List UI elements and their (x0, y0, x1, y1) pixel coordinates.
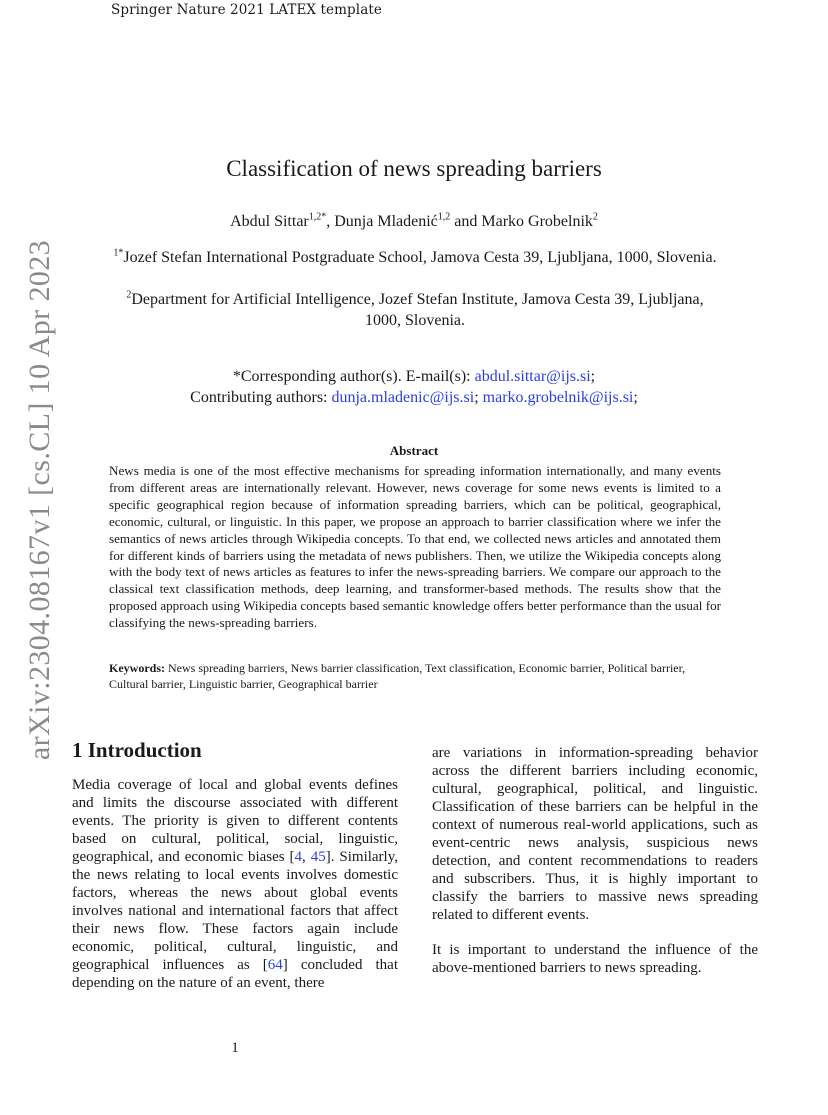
body-text: ] concluded that depending on the nature of an event, there (72, 957, 399, 991)
citation-link[interactable]: 4 (294, 849, 303, 865)
section-heading-introduction: 1 Introduction (72, 738, 202, 762)
author-affil-mark: 1,2* (308, 211, 327, 223)
author-list: Abdul Sittar$^{1,2*}$, Dunja Mladenić$^{1,2}$ and Marko Grobelnik$^2$ (230, 211, 598, 230)
abstract-body: News media is one of the most effective mechanisms for spreading information internationally, and many events from different areas are internationally relevant. However, news coverage for some news events is limited to a specific geographical region because of information spreading barriers, which can be political, geographical, economic, cultural, or linguistic. In this paper, we propose an approach to barrier classification where we infer the semantics of news articles through Wikipedia concepts. To that end, we collected news articles and annotated them for different kinds of barriers using the metadata of news publishers. Then, we utilize the Wikipedia concepts along with the body text of news articles as features to infer the news-spreading barriers. We compare our approach to the classical text classification methods, deep learning, and transformer-based methods. The results show that the proposed approach using Wikipedia concepts based semantic knowledge offers better performance than the usual for classifying the news-spreading barriers. (109, 463, 721, 631)
arxiv-identifier-stamp: arXiv:2304.08167v1 [cs.CL] 10 Apr 2023 (23, 239, 56, 761)
contributing-email-link[interactable]: dunja.mladenic@ijs.si (331, 389, 475, 406)
corresponding-author-line: *Corresponding author(s). E-mail(s): abdul.sittar@ijs.si; (232, 368, 596, 385)
author-name: Marko Grobelnik (481, 213, 593, 230)
affiliation-1 (110, 247, 720, 268)
author-name: Abdul Sittar (230, 213, 309, 230)
body-paragraph: are variations in information-spreading behavior across the different barriers including economic, cultural, geographical, political, and linguistic. Classification of these barriers can be helpful in the context of numerous real-world applications, such as event-centric news analysis, suspicious news detection, and content recommendations to readers and subscribers. Thus, it is highly important to classify the barriers to massive news spreading related to different events. (432, 745, 758, 923)
corresponding-email-link[interactable]: abdul.sittar@ijs.si (474, 368, 591, 385)
abstract-heading: Abstract (389, 443, 439, 458)
keywords-block (109, 660, 721, 692)
body-text: ]. Similarly, the news relating to local events involves domestic factors, whereas the news about global events involves national and international factors that affect their news flow. These factors again include economic, political, cultural, linguistic, and geographical influences as [ (72, 849, 398, 973)
affiliation-text: Department for Artificial Intelligence, Jozef Stefan Institute, Jamova Cesta 39, Ljubljana, 1000, Slovenia. (131, 291, 704, 329)
citation-link[interactable]: 45 (310, 849, 326, 865)
body-paragraph: It is important to understand the influence of the above-mentioned barriers to news spreading. (432, 942, 758, 976)
corresponding-label: *Corresponding author(s). E-mail(s): (232, 368, 471, 385)
contributing-authors-line: Contributing authors: dunja.mladenic@ijs.si; marko.grobelnik@ijs.si; (190, 389, 638, 406)
contributing-label: Contributing authors: (190, 389, 328, 406)
paper-title: Classification of news spreading barriers (226, 156, 602, 181)
author-affil-mark: 2 (592, 211, 598, 223)
running-header: Springer Nature 2021 LATEX template (111, 2, 382, 18)
contributing-email-link[interactable]: marko.grobelnik@ijs.si (482, 389, 634, 406)
author-affil-mark: 1,2 (437, 211, 451, 223)
keywords-label: Keywords: (109, 661, 165, 675)
citation-separator: , (302, 849, 311, 865)
body-text: Media coverage of local and global events defines and limits the discourse associated with different events. The priority is given to different contents based on cultural, political, social, linguistic, geographical, and economic biases [ (72, 777, 398, 865)
keywords-list: News spreading barriers, News barrier classification, Text classification, Economic barrier, Political barrier, Cultural barrier, Linguistic barrier, Geographical barrier (109, 661, 686, 691)
affiliation-text: Jozef Stefan International Postgraduate School, Jamova Cesta 39, Ljubljana, 1000, Slovenia. (123, 249, 717, 266)
affiliation-mark: 2 (126, 289, 132, 301)
author-conjunction: and (454, 213, 478, 230)
author-name: Dunja Mladenić (334, 213, 438, 230)
affiliation-mark: 1* (113, 247, 124, 259)
introduction-left-column (72, 776, 398, 992)
page-number: 1 (231, 1040, 239, 1056)
introduction-right-column (432, 744, 758, 977)
citation-link[interactable]: 64 (267, 957, 283, 973)
affiliation-2 (110, 289, 720, 331)
